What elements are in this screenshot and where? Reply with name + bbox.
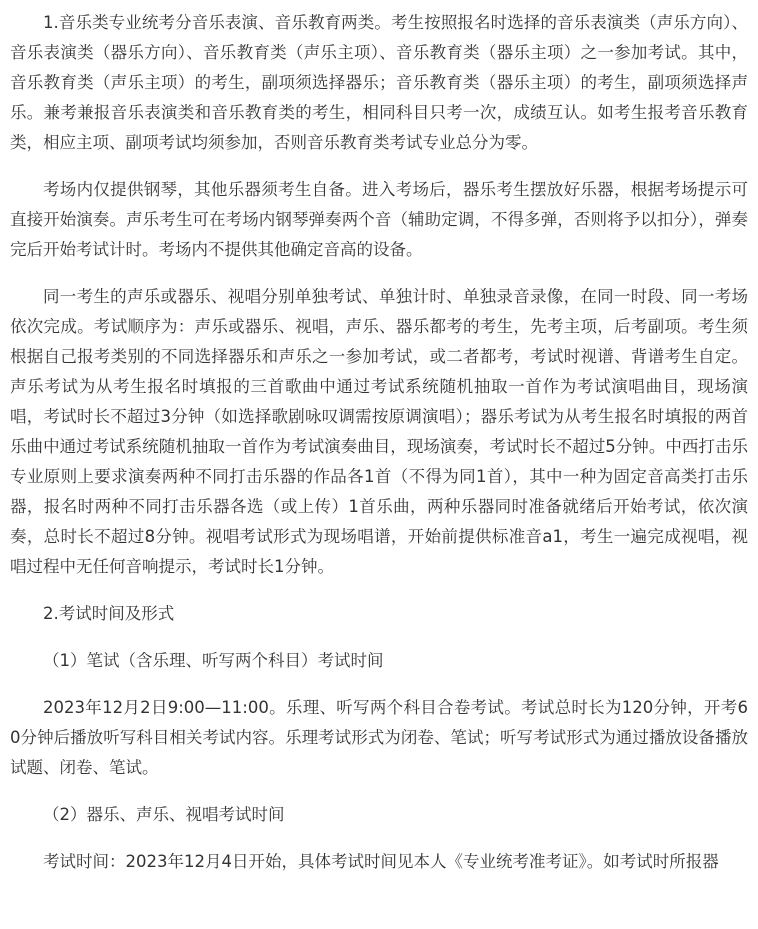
subheading-written-exam: （1）笔试（含乐理、听写两个科目）考试时间 — [43, 651, 384, 670]
paragraph-exam-room-instruments: 考场内仅提供钢琴，其他乐器须考生自备。进入考场后，器乐考生摆放好乐器，根据考场提示可直接开始演奏。声乐考生可在考场内钢琴弹奏两个音（辅助定调，不得多弹，否则将予以扣分），弹奏完后开始考试计时。考场内不提供其他确定音高的设备。 — [10, 180, 748, 259]
paragraph-exam-procedure: 同一考生的声乐或器乐、视唱分别单独考试、单独计时、单独录音录像，在同一时段、同一考场依次完成。考试顺序为：声乐或器乐、视唱，声乐、器乐都考的考生，先考主项，后考副项。考生须根据自己报考类别的不同选择器乐和声乐之一参加考试，或二者都考，考试时视谱、背谱考生自定。声乐考试为从考生报名时填报的三首歌曲中通过考试系统随机抽取一首作为考试演唱曲目，现场演唱，考试时长不超过3分钟（如选择歌剧咏叹调需按原调演唱）；器乐考试为从考生报名时填报的两首乐曲中通过考试系统随机抽取一首作为考试演奏曲目，现场演奏，考试时长不超过5分钟。中西打击乐专业原则上要求演奏两种不同打击乐器的作品各1首（不得为同1首），其中一种为固定音高类打击乐器，报名时两种不同打击乐器各选（或上传）1首乐曲，两种乐器同时准备就绪后开始考试，依次演奏，总时长不超过8分钟。视唱考试形式为现场唱谱，开始前提供标准音a1，考生一遍完成视唱，视唱过程中无任何音响提示，考试时长1分钟。 — [10, 287, 748, 576]
paragraph-music-categories: 1.音乐类专业统考分音乐表演、音乐教育两类。考生按照报名时选择的音乐表演类（声乐方向）、音乐表演类（器乐方向）、音乐教育类（声乐主项）、音乐教育类（器乐主项）之一参加考试。其中，音乐教育类（声乐主项）的考生，副项须选择器乐；音乐教育类（器乐主项）的考生，副项须选择声乐。兼考兼报音乐表演类和音乐教育类的考生，相同科目只考一次，成绩互认。如考生报考音乐教育类，相应主项、副项考试均须参加，否则音乐教育类考试专业总分为零。 — [10, 13, 748, 152]
article-body — [10, 8, 748, 894]
paragraph-written-exam-details: 2023年12月2日9:00—11:00。乐理、听写两个科目合卷考试。考试总时长为120分钟，开考60分钟后播放听写科目相关考试内容。乐理考试形式为闭卷、笔试；听写考试形式为通过播放设备播放试题、闭卷、笔试。 — [10, 698, 748, 777]
paragraph-performance-exam-time: 考试时间：2023年12月4日开始，具体考试时间见本人《专业统考准考证》。如考试时所报器 — [43, 852, 719, 871]
section-heading-exam-time: 2.考试时间及形式 — [43, 604, 175, 623]
subheading-performance-exam: （2）器乐、声乐、视唱考试时间 — [43, 805, 285, 824]
